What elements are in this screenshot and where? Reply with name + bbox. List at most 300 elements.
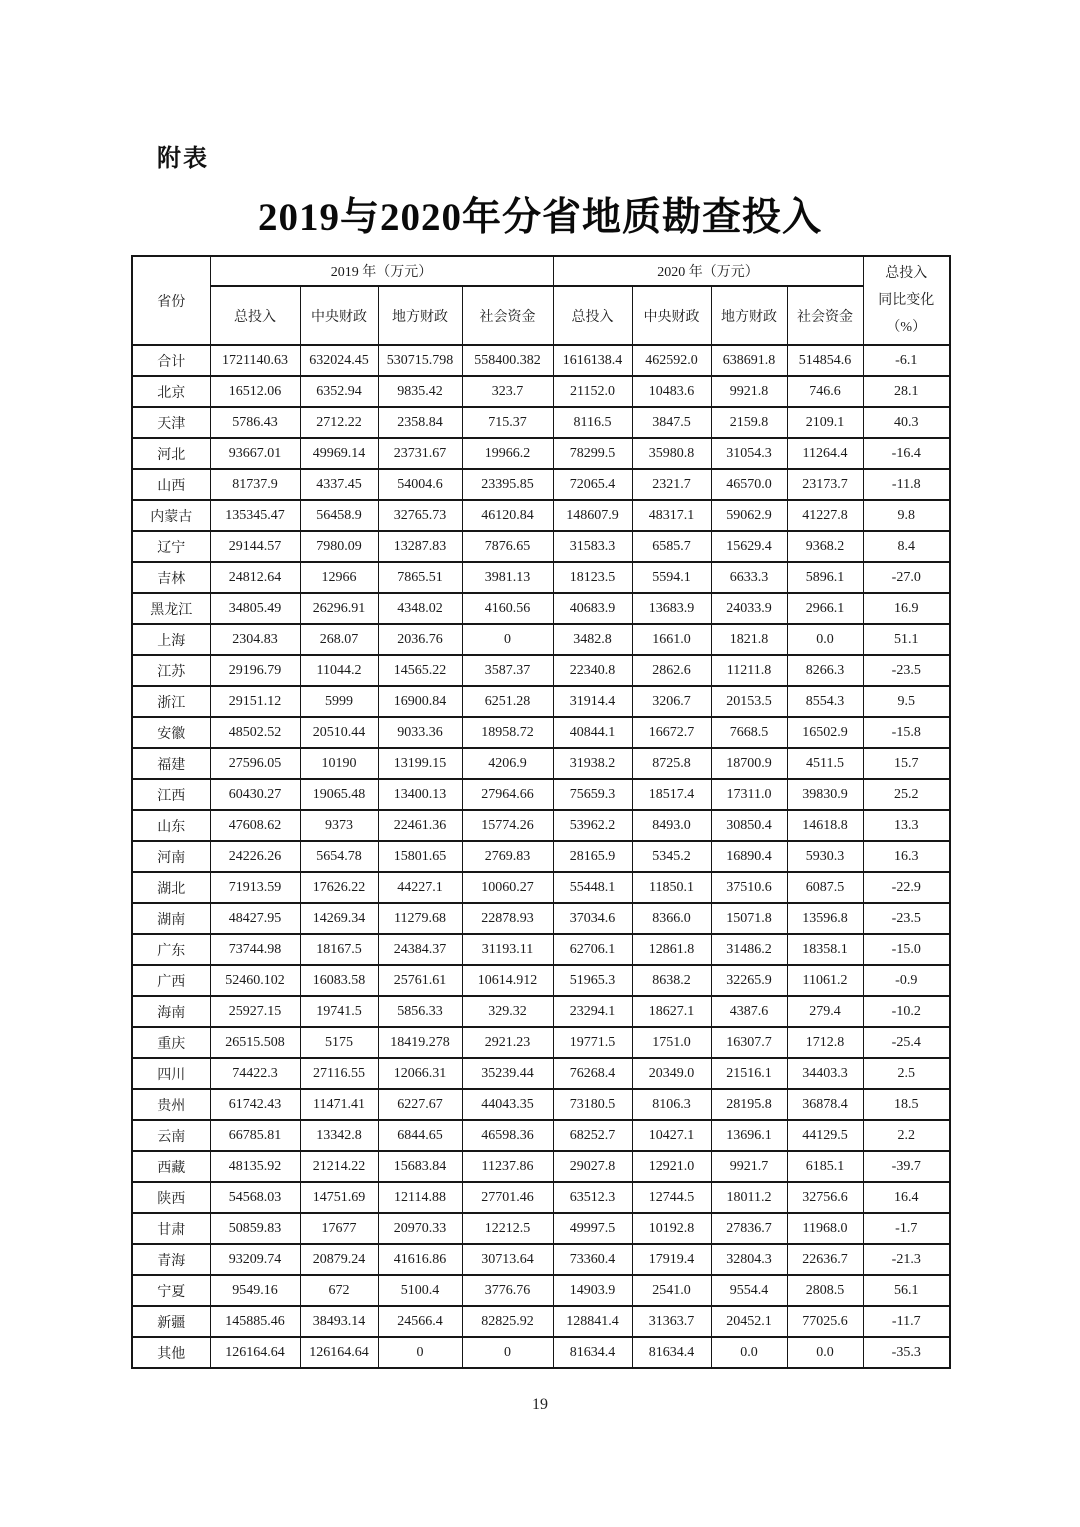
table-header [132,256,950,345]
yoy-cell: -21.3 [863,1244,950,1275]
page-number: 19 [532,1396,548,1413]
value-cell: 1616138.4 [553,345,632,376]
value-cell: 5100.4 [378,1275,462,1306]
value-cell: 5654.78 [300,841,378,872]
value-cell: 36878.4 [787,1089,863,1120]
yoy-header-line: （%） [886,320,927,335]
value-cell: 8725.8 [632,748,711,779]
province-cell: 山西 [132,469,210,500]
table-row [132,655,950,686]
value-cell: 12921.0 [632,1151,711,1182]
yoy-cell: -11.8 [863,469,950,500]
yoy-cell: 2.2 [863,1120,950,1151]
value-cell: 39830.9 [787,779,863,810]
value-cell: 73360.4 [553,1244,632,1275]
value-cell: 20452.1 [711,1306,787,1337]
value-cell: 11968.0 [787,1213,863,1244]
col-header-province: 省份 [132,256,210,345]
value-cell: 20349.0 [632,1058,711,1089]
province-cell: 陕西 [132,1182,210,1213]
value-cell: 73744.98 [210,934,300,965]
value-cell: 31583.3 [553,531,632,562]
value-cell: 22636.7 [787,1244,863,1275]
value-cell: 8106.3 [632,1089,711,1120]
value-cell: 1751.0 [632,1027,711,1058]
province-cell: 江西 [132,779,210,810]
table-row [132,996,950,1027]
value-cell: 530715.798 [378,345,462,376]
value-cell: 46598.36 [462,1120,553,1151]
table-row [132,903,950,934]
value-cell: 27836.7 [711,1213,787,1244]
annex-label: 附表 [157,146,209,172]
value-cell: 54568.03 [210,1182,300,1213]
value-cell: 41227.8 [787,500,863,531]
value-cell: 76268.4 [553,1058,632,1089]
value-cell: 18011.2 [711,1182,787,1213]
value-cell: 25761.61 [378,965,462,996]
value-cell: 46120.84 [462,500,553,531]
province-cell: 江苏 [132,655,210,686]
province-cell: 辽宁 [132,531,210,562]
value-cell: 27596.05 [210,748,300,779]
value-cell: 44227.1 [378,872,462,903]
yoy-header-line: 同比变化 [878,293,935,308]
value-cell: 12114.88 [378,1182,462,1213]
value-cell: 52460.102 [210,965,300,996]
province-cell: 甘肃 [132,1213,210,1244]
yoy-cell: 16.4 [863,1182,950,1213]
table-row [132,1027,950,1058]
province-cell: 合计 [132,345,210,376]
value-cell: 13342.8 [300,1120,378,1151]
value-cell: 77025.6 [787,1306,863,1337]
value-cell: 8266.3 [787,655,863,686]
value-cell: 18167.5 [300,934,378,965]
table-row [132,1337,950,1368]
value-cell: 81737.9 [210,469,300,500]
value-cell: 145885.46 [210,1306,300,1337]
value-cell: 32765.73 [378,500,462,531]
value-cell: 10190 [300,748,378,779]
value-cell: 41616.86 [378,1244,462,1275]
value-cell: 10483.6 [632,376,711,407]
table-row [132,1306,950,1337]
value-cell: 23731.67 [378,438,462,469]
value-cell: 462592.0 [632,345,711,376]
value-cell: 35239.44 [462,1058,553,1089]
table-row [132,624,950,655]
table-row [132,1275,950,1306]
value-cell: 5896.1 [787,562,863,593]
col-header-2020-local-finance: 地方财政 [711,286,787,345]
value-cell: 0 [378,1337,462,1368]
table-row [132,1182,950,1213]
value-cell: 22878.93 [462,903,553,934]
table-row [132,748,950,779]
table-body [132,345,950,1368]
value-cell: 1712.8 [787,1027,863,1058]
value-cell: 558400.382 [462,345,553,376]
value-cell: 23294.1 [553,996,632,1027]
value-cell: 6352.94 [300,376,378,407]
value-cell: 3206.7 [632,686,711,717]
province-cell: 吉林 [132,562,210,593]
value-cell: 6633.3 [711,562,787,593]
table-row [132,1213,950,1244]
value-cell: 9554.4 [711,1275,787,1306]
value-cell: 8116.5 [553,407,632,438]
value-cell: 2159.8 [711,407,787,438]
yoy-cell: -22.9 [863,872,950,903]
value-cell: 24812.64 [210,562,300,593]
value-cell: 50859.83 [210,1213,300,1244]
value-cell: 1721140.63 [210,345,300,376]
value-cell: 13400.13 [378,779,462,810]
yoy-cell: -16.4 [863,438,950,469]
table-row [132,779,950,810]
value-cell: 56458.9 [300,500,378,531]
value-cell: 5175 [300,1027,378,1058]
value-cell: 21152.0 [553,376,632,407]
value-cell: 21516.1 [711,1058,787,1089]
yoy-cell: -27.0 [863,562,950,593]
province-cell: 新疆 [132,1306,210,1337]
value-cell: 44043.35 [462,1089,553,1120]
yoy-cell: 9.8 [863,500,950,531]
value-cell: 6251.28 [462,686,553,717]
value-cell: 73180.5 [553,1089,632,1120]
col-header-2019-social-funds: 社会资金 [462,286,553,345]
value-cell: 12212.5 [462,1213,553,1244]
yoy-cell: 8.4 [863,531,950,562]
province-cell: 宁夏 [132,1275,210,1306]
value-cell: 746.6 [787,376,863,407]
table-row [132,593,950,624]
value-cell: 19966.2 [462,438,553,469]
value-cell: 72065.4 [553,469,632,500]
value-cell: 18700.9 [711,748,787,779]
value-cell: 31938.2 [553,748,632,779]
yoy-cell: -23.5 [863,655,950,686]
value-cell: 35980.8 [632,438,711,469]
table-row [132,562,950,593]
value-cell: 12861.8 [632,934,711,965]
page-title: 2019与2020年分省地质勘查投入 [257,196,822,239]
table-row [132,531,950,562]
value-cell: 55448.1 [553,872,632,903]
value-cell: 37034.6 [553,903,632,934]
value-cell: 4160.56 [462,593,553,624]
value-cell: 24033.9 [711,593,787,624]
value-cell: 0 [462,624,553,655]
value-cell: 2304.83 [210,624,300,655]
yoy-cell: -35.3 [863,1337,950,1368]
value-cell: 2769.83 [462,841,553,872]
value-cell: 24384.37 [378,934,462,965]
table-row [132,810,950,841]
col-header-2019-central-finance: 中央财政 [300,286,378,345]
value-cell: 48427.95 [210,903,300,934]
yoy-cell: -6.1 [863,345,950,376]
table-row [132,438,950,469]
value-cell: 44129.5 [787,1120,863,1151]
value-cell: 2921.23 [462,1027,553,1058]
value-cell: 5999 [300,686,378,717]
value-cell: 14903.9 [553,1275,632,1306]
value-cell: 48502.52 [210,717,300,748]
value-cell: 93209.74 [210,1244,300,1275]
value-cell: 2109.1 [787,407,863,438]
value-cell: 49997.5 [553,1213,632,1244]
province-cell: 西藏 [132,1151,210,1182]
value-cell: 23173.7 [787,469,863,500]
value-cell: 29196.79 [210,655,300,686]
province-cell: 浙江 [132,686,210,717]
table-row [132,717,950,748]
value-cell: 30713.64 [462,1244,553,1275]
value-cell: 5930.3 [787,841,863,872]
value-cell: 48317.1 [632,500,711,531]
value-cell: 16890.4 [711,841,787,872]
value-cell: 24566.4 [378,1306,462,1337]
value-cell: 53962.2 [553,810,632,841]
value-cell: 59062.9 [711,500,787,531]
value-cell: 60430.27 [210,779,300,810]
value-cell: 1821.8 [711,624,787,655]
table-row [132,872,950,903]
value-cell: 16672.7 [632,717,711,748]
province-cell: 山东 [132,810,210,841]
province-cell: 重庆 [132,1027,210,1058]
value-cell: 2712.22 [300,407,378,438]
value-cell: 323.7 [462,376,553,407]
yoy-cell: -15.0 [863,934,950,965]
col-header-2020-social-funds: 社会资金 [787,286,863,345]
province-cell: 广西 [132,965,210,996]
province-cell: 广东 [132,934,210,965]
value-cell: 18958.72 [462,717,553,748]
value-cell: 4511.5 [787,748,863,779]
value-cell: 11044.2 [300,655,378,686]
value-cell: 16083.58 [300,965,378,996]
value-cell: 31054.3 [711,438,787,469]
value-cell: 7668.5 [711,717,787,748]
province-cell: 其他 [132,1337,210,1368]
value-cell: 13696.1 [711,1120,787,1151]
value-cell: 279.4 [787,996,863,1027]
value-cell: 10427.1 [632,1120,711,1151]
value-cell: 75659.3 [553,779,632,810]
value-cell: 0.0 [711,1337,787,1368]
value-cell: 18419.278 [378,1027,462,1058]
investment-table [131,255,951,1369]
value-cell: 10614.912 [462,965,553,996]
yoy-cell: -25.4 [863,1027,950,1058]
value-cell: 18627.1 [632,996,711,1027]
province-cell: 安徽 [132,717,210,748]
value-cell: 14751.69 [300,1182,378,1213]
value-cell: 11850.1 [632,872,711,903]
value-cell: 14618.8 [787,810,863,841]
value-cell: 28195.8 [711,1089,787,1120]
value-cell: 40844.1 [553,717,632,748]
yoy-header-line: 总投入 [885,266,928,281]
value-cell: 16512.06 [210,376,300,407]
yoy-cell: -0.9 [863,965,950,996]
value-cell: 4337.45 [300,469,378,500]
value-cell: 13287.83 [378,531,462,562]
province-cell: 天津 [132,407,210,438]
value-cell: 4348.02 [378,593,462,624]
value-cell: 11237.86 [462,1151,553,1182]
value-cell: 16900.84 [378,686,462,717]
value-cell: 31193.11 [462,934,553,965]
province-cell: 海南 [132,996,210,1027]
value-cell: 638691.8 [711,345,787,376]
yoy-cell: 16.9 [863,593,950,624]
province-cell: 四川 [132,1058,210,1089]
value-cell: 11279.68 [378,903,462,934]
value-cell: 54004.6 [378,469,462,500]
value-cell: 17311.0 [711,779,787,810]
value-cell: 5594.1 [632,562,711,593]
value-cell: 51965.3 [553,965,632,996]
value-cell: 22461.36 [378,810,462,841]
value-cell: 9835.42 [378,376,462,407]
value-cell: 48135.92 [210,1151,300,1182]
col-group-2020: 2020 年（万元） [553,256,863,286]
value-cell: 19065.48 [300,779,378,810]
table-row [132,686,950,717]
value-cell: 17919.4 [632,1244,711,1275]
value-cell: 7980.09 [300,531,378,562]
value-cell: 2966.1 [787,593,863,624]
province-cell: 福建 [132,748,210,779]
yoy-cell: 28.1 [863,376,950,407]
value-cell: 13683.9 [632,593,711,624]
table-row [132,1089,950,1120]
value-cell: 7865.51 [378,562,462,593]
value-cell: 15683.84 [378,1151,462,1182]
value-cell: 66785.81 [210,1120,300,1151]
province-cell: 湖南 [132,903,210,934]
value-cell: 14269.34 [300,903,378,934]
value-cell: 3981.13 [462,562,553,593]
value-cell: 17626.22 [300,872,378,903]
value-cell: 19771.5 [553,1027,632,1058]
value-cell: 9921.8 [711,376,787,407]
value-cell: 10060.27 [462,872,553,903]
value-cell: 126164.64 [210,1337,300,1368]
value-cell: 14565.22 [378,655,462,686]
province-cell: 湖北 [132,872,210,903]
value-cell: 3482.8 [553,624,632,655]
value-cell: 7876.65 [462,531,553,562]
value-cell: 15774.26 [462,810,553,841]
value-cell: 15629.4 [711,531,787,562]
value-cell: 32756.6 [787,1182,863,1213]
table-row [132,1120,950,1151]
value-cell: 74422.3 [210,1058,300,1089]
province-cell: 云南 [132,1120,210,1151]
value-cell: 24226.26 [210,841,300,872]
value-cell: 4387.6 [711,996,787,1027]
value-cell: 40683.9 [553,593,632,624]
value-cell: 9368.2 [787,531,863,562]
value-cell: 93667.01 [210,438,300,469]
value-cell: 0.0 [787,624,863,655]
value-cell: 30850.4 [711,810,787,841]
value-cell: 12066.31 [378,1058,462,1089]
col-header-2020-total: 总投入 [553,286,632,345]
value-cell: 29027.8 [553,1151,632,1182]
value-cell: 2862.6 [632,655,711,686]
table-row [132,469,950,500]
value-cell: 18517.4 [632,779,711,810]
value-cell: 148607.9 [553,500,632,531]
yoy-cell: 40.3 [863,407,950,438]
value-cell: 28165.9 [553,841,632,872]
yoy-cell: -15.8 [863,717,950,748]
yoy-cell: 18.5 [863,1089,950,1120]
value-cell: 46570.0 [711,469,787,500]
value-cell: 81634.4 [553,1337,632,1368]
value-cell: 12966 [300,562,378,593]
table-row [132,1151,950,1182]
value-cell: 15801.65 [378,841,462,872]
value-cell: 9033.36 [378,717,462,748]
province-cell: 贵州 [132,1089,210,1120]
value-cell: 21214.22 [300,1151,378,1182]
table-row [132,407,950,438]
value-cell: 26515.508 [210,1027,300,1058]
table-row [132,345,950,376]
value-cell: 12744.5 [632,1182,711,1213]
value-cell: 49969.14 [300,438,378,469]
value-cell: 47608.62 [210,810,300,841]
value-cell: 78299.5 [553,438,632,469]
value-cell: 71913.59 [210,872,300,903]
province-cell: 内蒙古 [132,500,210,531]
value-cell: 19741.5 [300,996,378,1027]
value-cell: 62706.1 [553,934,632,965]
value-cell: 18358.1 [787,934,863,965]
value-cell: 15071.8 [711,903,787,934]
value-cell: 1661.0 [632,624,711,655]
value-cell: 2808.5 [787,1275,863,1306]
value-cell: 16502.9 [787,717,863,748]
value-cell: 20879.24 [300,1244,378,1275]
value-cell: 11211.8 [711,655,787,686]
value-cell: 2036.76 [378,624,462,655]
value-cell: 6185.1 [787,1151,863,1182]
value-cell: 0 [462,1337,553,1368]
value-cell: 32804.3 [711,1244,787,1275]
province-cell: 青海 [132,1244,210,1275]
value-cell: 38493.14 [300,1306,378,1337]
yoy-cell: 15.7 [863,748,950,779]
yoy-cell: 13.3 [863,810,950,841]
col-header-2019-total: 总投入 [210,286,300,345]
value-cell: 11471.41 [300,1089,378,1120]
value-cell: 9921.7 [711,1151,787,1182]
value-cell: 2358.84 [378,407,462,438]
table-row [132,376,950,407]
value-cell: 4206.9 [462,748,553,779]
value-cell: 63512.3 [553,1182,632,1213]
value-cell: 11264.4 [787,438,863,469]
